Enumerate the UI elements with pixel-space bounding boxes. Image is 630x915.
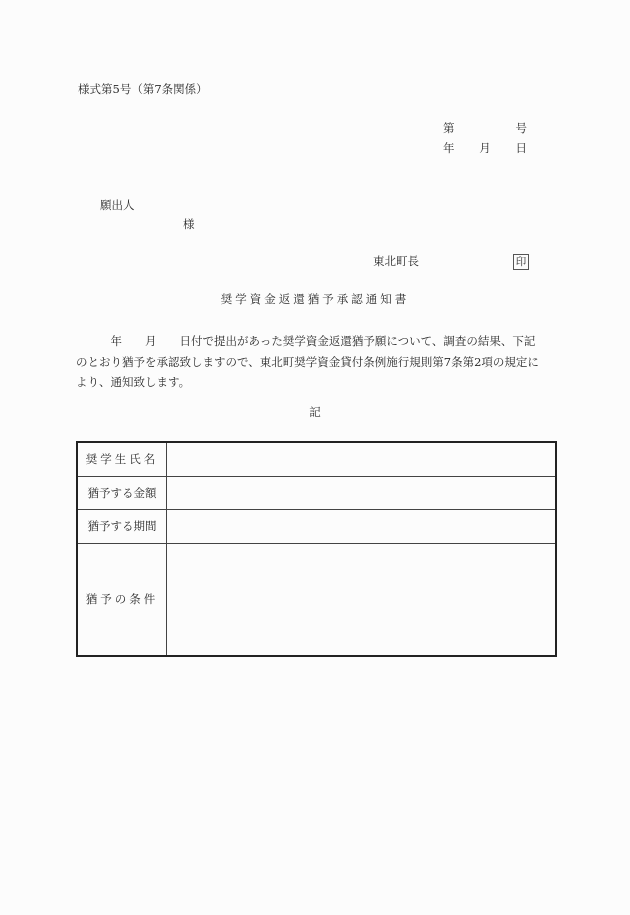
form-number: 様式第5号（第7条関係） [78, 82, 208, 96]
date-year: 年 [443, 141, 455, 155]
row-label-deferral-amount: 猶予する金額 [77, 476, 167, 509]
number-prefix: 第 [443, 121, 455, 135]
seal-mark: 印 [513, 254, 529, 270]
details-table [76, 441, 557, 657]
recipient-label: 願出人 [100, 198, 135, 212]
ki-heading: 記 [309, 405, 321, 419]
body-line: より、通知致します。 [76, 375, 191, 389]
body-paragraph [76, 331, 556, 393]
row-value-deferral-period [167, 509, 557, 543]
issuer-name: 東北町長 [373, 254, 419, 268]
number-suffix: 号 [515, 121, 527, 135]
date-line [443, 143, 527, 155]
document-title: 奨学資金返還猶予承認通知書 [220, 292, 410, 306]
table-row [77, 476, 556, 509]
table-row [77, 543, 556, 656]
row-label-deferral-conditions: 猶予の条件 [77, 543, 167, 656]
date-day: 日 [515, 141, 527, 155]
row-label-student-name: 奨学生氏名 [77, 442, 167, 476]
recipient-honorific: 様 [183, 217, 195, 231]
row-value-deferral-amount [167, 476, 557, 509]
body-line: のとおり猶予を承認致しますので、東北町奨学資金貸付条例施行規則第7条第2項の規定に [76, 354, 539, 369]
date-month: 月 [479, 141, 491, 155]
row-value-deferral-conditions [167, 543, 557, 656]
document-number-line [443, 123, 527, 135]
table-row [77, 442, 556, 476]
row-value-student-name [167, 442, 557, 476]
body-line: 年 月 日付で提出があった奨学資金返還猶予願について、調査の結果、下記 [76, 334, 536, 348]
table-row [77, 509, 556, 543]
row-label-deferral-period: 猶予する期間 [77, 509, 167, 543]
